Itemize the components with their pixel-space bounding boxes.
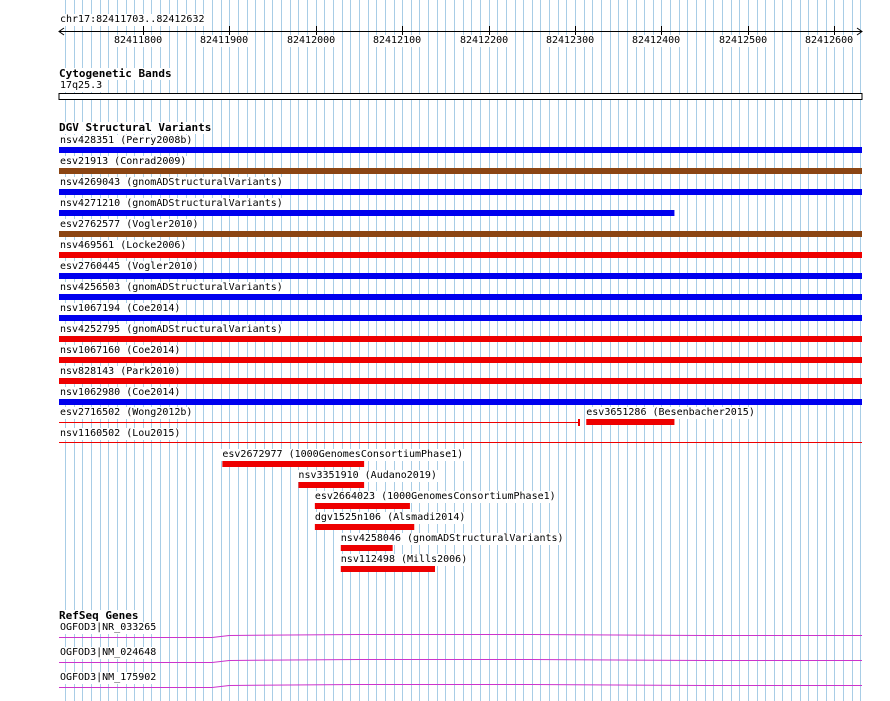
cytoband-bar bbox=[59, 94, 862, 100]
region-label: chr17:82411703..82412632 bbox=[60, 14, 205, 25]
ruler-tick-label: 82411800 bbox=[114, 35, 163, 46]
dgv-track-title[interactable]: DGV Structural Variants bbox=[59, 121, 212, 134]
dgv-feature-label[interactable]: esv2762577 (Vogler2010) bbox=[60, 219, 199, 230]
dgv-feature-label[interactable]: nsv112498 (Mills2006) bbox=[340, 554, 468, 565]
dgv-feature-label[interactable]: esv2664023 (1000GenomesConsortiumPhase1) bbox=[314, 491, 556, 502]
dgv-feature-label[interactable]: esv2760445 (Vogler2010) bbox=[60, 261, 199, 272]
ruler-tick-label: 82412500 bbox=[719, 35, 768, 46]
dgv-feature-label[interactable]: esv2716502 (Wong2012b) bbox=[60, 407, 193, 418]
dgv-feature-label[interactable]: nsv469561 (Locke2006) bbox=[60, 240, 187, 251]
dgv-feature-bar bbox=[315, 524, 414, 530]
dgv-feature-bar bbox=[586, 419, 674, 425]
dgv-feature-bar bbox=[341, 545, 393, 551]
refseq-gene-line bbox=[59, 660, 862, 663]
dgv-feature-label[interactable]: nsv4258046 (gnomADStructuralVariants) bbox=[340, 533, 564, 544]
dgv-feature-bar bbox=[59, 378, 862, 384]
dgv-feature-label[interactable]: nsv828143 (Park2010) bbox=[60, 366, 181, 377]
refseq-gene-label[interactable]: OGFOD3|NM_024648 bbox=[60, 647, 157, 658]
dgv-feature-label[interactable]: nsv4269043 (gnomADStructuralVariants) bbox=[60, 177, 283, 188]
dgv-feature-label[interactable]: nsv4271210 (gnomADStructuralVariants) bbox=[60, 198, 283, 209]
dgv-feature-bar bbox=[59, 168, 862, 174]
dgv-feature-label[interactable]: nsv1067160 (Coe2014) bbox=[60, 345, 181, 356]
dgv-feature-bar bbox=[59, 252, 862, 258]
ruler-tick-label: 82412400 bbox=[632, 35, 681, 46]
dgv-feature-bar bbox=[222, 461, 364, 467]
dgv-feature-label[interactable]: nsv1160502 (Lou2015) bbox=[60, 428, 181, 439]
dgv-feature-label[interactable]: esv21913 (Conrad2009) bbox=[60, 156, 187, 167]
refseq-track-title[interactable]: RefSeq Genes bbox=[59, 609, 139, 622]
dgv-feature-label[interactable]: nsv4252795 (gnomADStructuralVariants) bbox=[60, 324, 283, 335]
refseq-gene-line bbox=[59, 635, 862, 638]
refseq-gene-label[interactable]: OGFOD3|NM_175902 bbox=[60, 672, 157, 683]
dgv-feature-bar bbox=[298, 482, 364, 488]
dgv-feature-label[interactable]: nsv3351910 (Audano2019) bbox=[298, 470, 437, 481]
dgv-feature-bar bbox=[59, 147, 862, 153]
refseq-gene-line bbox=[59, 685, 862, 688]
dgv-feature-label[interactable]: nsv1062980 (Coe2014) bbox=[60, 387, 181, 398]
dgv-feature-label[interactable]: dgv1525n106 (Alsmadi2014) bbox=[314, 512, 466, 523]
dgv-feature-label[interactable]: esv2672977 (1000GenomesConsortiumPhase1) bbox=[222, 449, 464, 460]
dgv-feature-bar bbox=[59, 273, 862, 279]
dgv-feature-label[interactable]: nsv4256503 (gnomADStructuralVariants) bbox=[60, 282, 283, 293]
dgv-feature-bar bbox=[59, 315, 862, 321]
dgv-feature-bar bbox=[59, 294, 862, 300]
ruler-tick-label: 82411900 bbox=[200, 35, 249, 46]
dgv-feature-bar bbox=[59, 357, 862, 363]
cytoband-label: 17q25.3 bbox=[60, 80, 103, 91]
refseq-gene-label[interactable]: OGFOD3|NR_033265 bbox=[60, 622, 157, 633]
dgv-feature-bar bbox=[59, 231, 862, 237]
ruler-tick-label: 82412000 bbox=[287, 35, 336, 46]
dgv-feature-bar bbox=[59, 189, 862, 195]
ruler-tick-label: 82412200 bbox=[460, 35, 509, 46]
dgv-feature-bar bbox=[59, 336, 862, 342]
dgv-feature-bar bbox=[59, 210, 674, 216]
dgv-feature-label[interactable]: esv3651286 (Besenbacher2015) bbox=[586, 407, 755, 418]
ruler-tick-label: 82412100 bbox=[373, 35, 422, 46]
ruler-tick-label: 82412300 bbox=[546, 35, 595, 46]
cytoband-track-title[interactable]: Cytogenetic Bands bbox=[59, 67, 172, 80]
dgv-feature-bar bbox=[59, 399, 862, 405]
dgv-feature-label[interactable]: nsv1067194 (Coe2014) bbox=[60, 303, 181, 314]
dgv-feature-bar bbox=[341, 566, 435, 572]
ruler-tick-label: 82412600 bbox=[805, 35, 854, 46]
dgv-feature-bar bbox=[315, 503, 410, 509]
dgv-feature-label[interactable]: nsv428351 (Perry2008b) bbox=[60, 135, 193, 146]
